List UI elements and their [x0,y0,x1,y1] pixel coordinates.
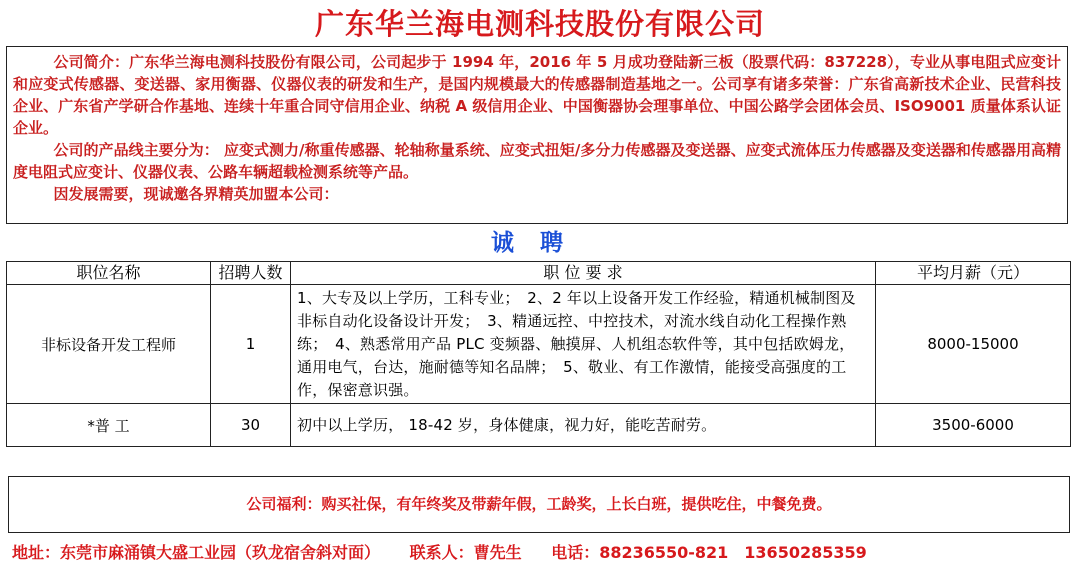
company-title: 广东华兰海电测科技股份有限公司 [314,7,765,41]
jobs-table [6,261,1071,447]
header-hiring-count: 招聘人数 [211,262,291,285]
hiring-count-cell: 30 [211,404,291,447]
contact-person-text: 联系人：曹先生 [409,543,522,562]
salary-cell: 3500-6000 [876,404,1071,447]
intro-text-before-code: 公司简介：广东华兰海电测科技股份有限公司，公司起步于 1994 年，2016 年 5 月成功登陆新三板（ [53,53,749,71]
intro-text-after-code: ），专业从事电阻式应变计和应变式传感器、变送器、家用衡器、仪器仪表的研发和生产，是国内规模最大的传感器制造基地之一。公司享有诸多荣誉：广东省高新技术企业、民营科技企业、广东省产学研合作基地、连续十年重合同守信用企业、纳税 A 级信用企业、中国衡器协会理事单位、中国公路学会团体会员、ISO9001 质量体系认证企业。 [13,53,1061,137]
intro-paragraph-3: 因发展需要，现诚邀各界精英加盟本公司： [53,185,339,203]
benefits-box: 公司福利：购买社保，有年终奖及带薪年假，工龄奖，上长白班，提供吃住，中餐免费。 [8,476,1070,533]
intro-paragraph-1 [13,51,1061,139]
table-row [7,285,1071,404]
requirements-cell: 1、大专及以上学历，工科专业； 2、2 年以上设备开发工作经验，精通机械制图及非标自动化设备设计开发； 3、精通远控、中控技术，对流水线自动化工程操作熟练； 4、熟悉常用产品 PLC 变频器、触摸屏、人机组态软件等，其中包括欧姆龙，通用电气，台达，施耐德等知名品牌； 5、敬业、有工作激情，能接受高强度的工作，保密意识强。 [291,285,876,404]
phone-text: 电话：88236550-821 13650285359 [551,543,867,562]
position-name-cell: 非标设备开发工程师 [7,285,211,404]
table-row [7,404,1071,447]
hiring-count-cell: 1 [211,285,291,404]
contact-footer [12,540,1072,566]
table-header-row [7,262,1071,285]
header-position-name: 职位名称 [7,262,211,285]
stock-code: 股票代码：837228 [748,53,888,71]
header-requirements: 职 位 要 求 [291,262,876,285]
address-text: 地址：东莞市麻涌镇大盛工业园（玖龙宿舍斜对面） [12,543,381,562]
company-intro-box [6,46,1068,224]
salary-cell: 8000-15000 [876,285,1071,404]
header-salary: 平均月薪（元） [876,262,1071,285]
position-name-cell: *普 工 [7,404,211,447]
intro-paragraph-2: 公司的产品线主要分为： 应变式测力/称重传感器、轮轴称量系统、应变式扭矩/多分力传感器及变送器、应变式流体压力传感器及变送器和传感器用高精度电阻式应变计、仪器仪表、公路车辆超载检测系统等产品。 [13,141,1061,181]
requirements-cell: 初中以上学历， 18-42 岁，身体健康，视力好，能吃苦耐劳。 [291,404,876,447]
recruit-heading: 诚聘 [491,230,589,256]
